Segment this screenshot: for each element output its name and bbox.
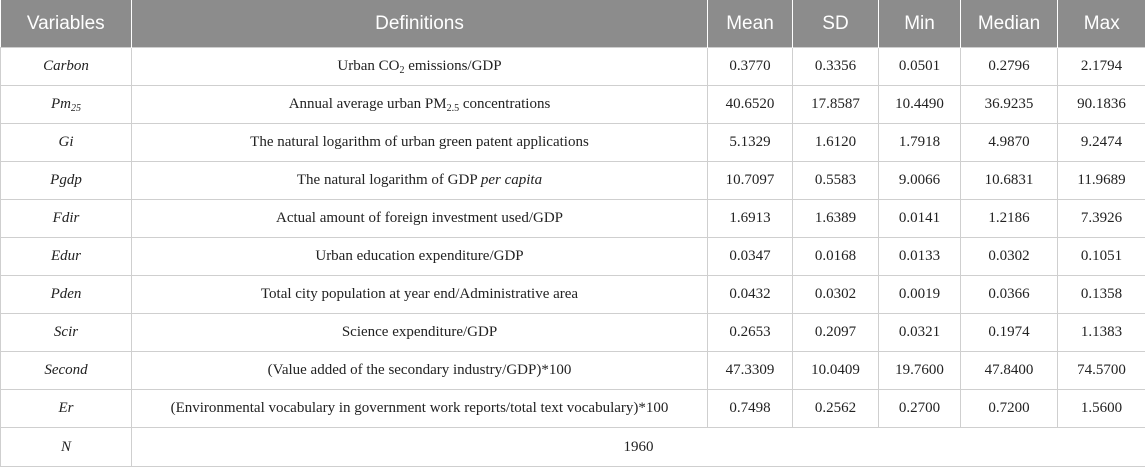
max-value: 90.1836 [1058, 86, 1145, 124]
median-value: 0.2796 [961, 48, 1058, 86]
table-row [1, 86, 1145, 124]
median-value: 0.1974 [961, 314, 1058, 352]
median-value: 0.0302 [961, 238, 1058, 276]
variable-cell [1, 314, 132, 352]
definition-cell [132, 86, 708, 124]
definition-text: Annual average urban PM [288, 96, 447, 112]
min-value: 9.0066 [879, 162, 961, 200]
table-row [1, 238, 1145, 276]
variable-cell [1, 48, 132, 86]
median-value: 36.9235 [961, 86, 1058, 124]
sd-value: 0.5583 [793, 162, 879, 200]
sd-value: 0.0302 [793, 276, 879, 314]
definition-cell [132, 48, 708, 86]
variable-name: Edur [51, 248, 81, 264]
mean-value: 47.3309 [708, 352, 793, 390]
header-min: Min [879, 0, 961, 48]
table-row [1, 162, 1145, 200]
definition-cell [132, 162, 708, 200]
max-value: 0.1358 [1058, 276, 1145, 314]
min-value: 1.7918 [879, 124, 961, 162]
definition-cell [132, 200, 708, 238]
definition-cell [132, 238, 708, 276]
variable-name: Pden [50, 286, 82, 302]
table-row [1, 124, 1145, 162]
max-value: 9.2474 [1058, 124, 1145, 162]
header-sd: SD [793, 0, 879, 48]
variable-name: Second [44, 362, 88, 378]
sd-value: 10.0409 [793, 352, 879, 390]
mean-value: 0.3770 [708, 48, 793, 86]
definition-cell [132, 352, 708, 390]
definition-cell [132, 276, 708, 314]
max-value: 1.5600 [1058, 390, 1145, 428]
mean-value: 0.0347 [708, 238, 793, 276]
header-definitions: Definitions [132, 0, 708, 48]
max-value: 7.3926 [1058, 200, 1145, 238]
definition-text: Urban education expenditure/GDP [315, 248, 524, 264]
sample-size-value: 1960 [132, 428, 1145, 467]
median-value: 1.2186 [961, 200, 1058, 238]
variable-name: Carbon [43, 58, 89, 74]
definition-cell [132, 314, 708, 352]
sd-value: 0.2562 [793, 390, 879, 428]
table-row [1, 200, 1145, 238]
mean-value: 10.7097 [708, 162, 793, 200]
table-row [1, 276, 1145, 314]
max-value: 2.1794 [1058, 48, 1145, 86]
max-value: 11.9689 [1058, 162, 1145, 200]
definition-subscript: 2.5 [446, 103, 460, 114]
definition-text: (Environmental vocabulary in government work reports/total text vocabulary)*100 [170, 400, 669, 416]
median-value: 0.7200 [961, 390, 1058, 428]
max-value: 1.1383 [1058, 314, 1145, 352]
min-value: 0.2700 [879, 390, 961, 428]
min-value: 19.7600 [879, 352, 961, 390]
variable-cell [1, 124, 132, 162]
mean-value: 0.7498 [708, 390, 793, 428]
variable-name: Pm [51, 96, 71, 112]
min-value: 0.0321 [879, 314, 961, 352]
definition-text: (Value added of the secondary industry/GDP)*100 [267, 362, 572, 378]
variable-cell [1, 352, 132, 390]
header-median: Median [961, 0, 1058, 48]
min-value: 0.0141 [879, 200, 961, 238]
definition-text: Urban CO [337, 58, 400, 74]
header-mean: Mean [708, 0, 793, 48]
variable-name: Scir [53, 324, 79, 340]
definition-text: The natural logarithm of urban green patent applications [250, 134, 589, 150]
header-max: Max [1058, 0, 1145, 48]
definition-text-rest: concentrations [459, 96, 551, 112]
sd-value: 1.6389 [793, 200, 879, 238]
table-row [1, 352, 1145, 390]
sd-value: 0.3356 [793, 48, 879, 86]
definition-text: Total city population at year end/Administrative area [260, 286, 579, 302]
variable-cell [1, 390, 132, 428]
variable-cell [1, 86, 132, 124]
definition-text: Science expenditure/GDP [341, 324, 498, 340]
mean-value: 0.0432 [708, 276, 793, 314]
definition-cell [132, 124, 708, 162]
variable-cell [1, 200, 132, 238]
variable-name: Fdir [52, 210, 80, 226]
sd-value: 17.8587 [793, 86, 879, 124]
median-value: 10.6831 [961, 162, 1058, 200]
sample-size-row [1, 428, 1145, 467]
definition-text-rest: emissions/GDP [404, 58, 502, 74]
table-body [1, 48, 1145, 467]
sample-size-label: N [1, 428, 132, 467]
max-value: 0.1051 [1058, 238, 1145, 276]
sd-value: 0.2097 [793, 314, 879, 352]
table-row [1, 48, 1145, 86]
sd-value: 1.6120 [793, 124, 879, 162]
mean-value: 1.6913 [708, 200, 793, 238]
header-variables: Variables [1, 0, 132, 48]
variable-name: Er [58, 400, 74, 416]
variable-cell [1, 238, 132, 276]
min-value: 0.0501 [879, 48, 961, 86]
median-value: 0.0366 [961, 276, 1058, 314]
definition-text: The natural logarithm of GDP [296, 172, 481, 188]
sd-value: 0.0168 [793, 238, 879, 276]
header-row [1, 0, 1145, 48]
min-value: 0.0133 [879, 238, 961, 276]
mean-value: 5.1329 [708, 124, 793, 162]
definition-text: Actual amount of foreign investment used/GDP [275, 210, 564, 226]
variable-cell [1, 162, 132, 200]
variable-name: Pgdp [50, 172, 82, 188]
mean-value: 40.6520 [708, 86, 793, 124]
min-value: 10.4490 [879, 86, 961, 124]
max-value: 74.5700 [1058, 352, 1145, 390]
mean-value: 0.2653 [708, 314, 793, 352]
definition-cell [132, 390, 708, 428]
median-value: 47.8400 [961, 352, 1058, 390]
variable-subscript: 25 [71, 103, 81, 114]
variable-cell [1, 276, 132, 314]
table-row [1, 390, 1145, 428]
median-value: 4.9870 [961, 124, 1058, 162]
definition-italic: per capita [480, 172, 543, 188]
definition-subscript: 2 [399, 65, 405, 76]
min-value: 0.0019 [879, 276, 961, 314]
variable-name: Gi [58, 134, 74, 150]
table-row [1, 314, 1145, 352]
